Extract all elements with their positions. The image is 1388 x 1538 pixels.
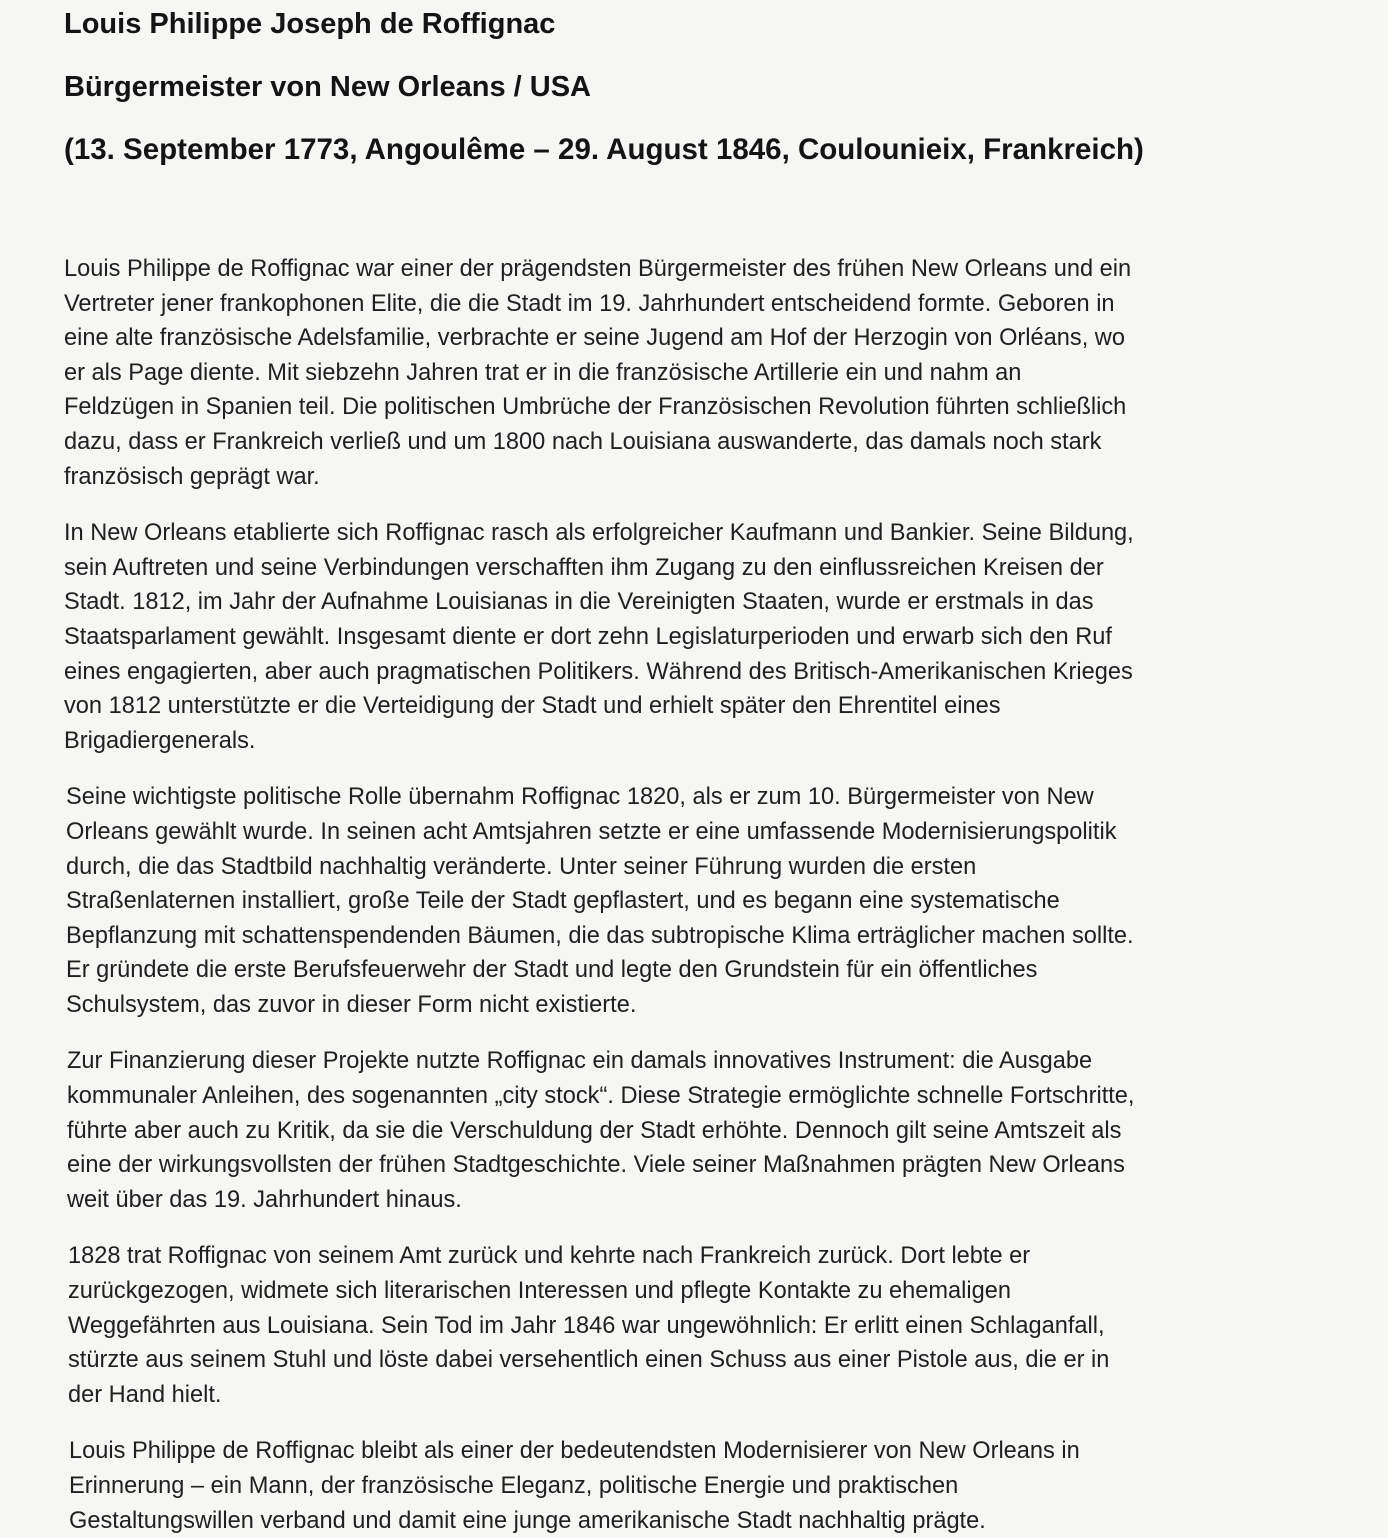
text-line: Straßenlaternen installiert, große Teile der Stadt gepflastert, und es begann eine systematische xyxy=(66,888,1060,915)
text-line: Zur Finanzierung dieser Projekte nutzte Roffignac ein damals innovatives Instrument: die Ausgabe xyxy=(67,1048,1093,1075)
text-line: der Hand hielt. xyxy=(68,1381,222,1408)
paragraph-return-and-death xyxy=(64,1239,1354,1412)
text-line: zurückgezogen, widmete sich literarischen Interessen und pflegte Kontakte zu ehemaligen xyxy=(68,1278,1011,1305)
text-line: durch, die das Stadtbild nachhaltig veränderte. Unter seiner Führung wurden die ersten xyxy=(66,853,977,880)
text-line: von 1812 unterstützte er die Verteidigung der Stadt und erhielt später den Ehrentitel eines xyxy=(64,693,1001,720)
text-line: dazu, dass er Frankreich verließ und um 1800 nach Louisiana auswanderte, das damals noch stark xyxy=(64,428,1102,455)
document-body xyxy=(64,252,1354,1538)
person-name-heading: Louis Philippe Joseph de Roffignac xyxy=(64,8,556,40)
text-line: er als Page diente. Mit siebzehn Jahren trat er in die französische Artillerie ein und nahm an xyxy=(64,359,1022,386)
paragraph-emigration xyxy=(64,252,1354,494)
text-line: eine alte französische Adelsfamilie, verbrachte er seine Jugend am Hof der Herzogin von Orléans, wo xyxy=(64,325,1125,352)
text-line: Gestaltungswillen verband und damit eine junge amerikanische Stadt nachhaltig prägte. xyxy=(69,1507,986,1534)
text-line: Louis Philippe de Roffignac bleibt als einer der bedeutendsten Modernisierer von New Orleans in xyxy=(69,1438,1080,1465)
text-line: 1828 trat Roffignac von seinem Amt zurück und kehrte nach Frankreich zurück. Dort lebte er xyxy=(68,1243,1031,1270)
text-line: Weggefährten aus Louisiana. Sein Tod im Jahr 1846 war ungewöhnlich: Er erlitt einen Schlaganfall, xyxy=(68,1312,1105,1339)
text-line: Brigadiergenerals. xyxy=(64,727,256,754)
text-line: Seine wichtigste politische Rolle übernahm Roffignac 1820, als er zum 10. Bürgermeister von New xyxy=(66,784,1094,811)
text-line: eines engagierten, aber auch pragmatischen Politikers. Während des Britisch-Amerikanischen Krieges xyxy=(64,658,1133,685)
text-line: sein Auftreten und seine Verbindungen verschafften ihm Zugang zu den einflussreichen Kreisen der xyxy=(64,554,1104,581)
text-line: führte aber auch zu Kritik, da sie die Verschuldung der Stadt erhöhte. Dennoch gilt seine Amtszeit als xyxy=(67,1117,1122,1144)
paragraph-legacy xyxy=(64,1434,1354,1538)
text-line: Feldzügen in Spanien teil. Die politischen Umbrüche der Französischen Revolution führten schließlich xyxy=(64,394,1127,421)
text-line: kommunaler Anleihen, des sogenannten „city stock“. Diese Strategie ermöglichte schnelle Fortschritte, xyxy=(67,1083,1135,1110)
paragraph-mayor xyxy=(64,780,1354,1022)
text-line: Staatsparlament gewählt. Insgesamt diente er dort zehn Legislaturperioden und erwarb sich den Ruf xyxy=(64,623,1112,650)
text-line: Orleans gewählt wurde. In seinen acht Amtsjahren setzte er eine umfassende Modernisierungspolitik xyxy=(66,818,1117,845)
text-line: In New Orleans etablierte sich Roffignac rasch als erfolgreicher Kaufmann und Bankier. Seine Bildung, xyxy=(64,520,1134,547)
dates-heading: (13. September 1773, Angoulême – 29. August 1846, Coulounieix, Frankreich) xyxy=(64,133,1144,166)
role-heading: Bürgermeister von New Orleans / USA xyxy=(64,71,591,103)
paragraph-career xyxy=(64,516,1354,758)
text-line: Schulsystem, das zuvor in dieser Form nicht existierte. xyxy=(66,991,637,1018)
text-line: Bepflanzung mit schattenspendenden Bäumen, die das subtropische Klima erträglicher machen sollte. xyxy=(66,922,1134,949)
text-line: Louis Philippe de Roffignac war einer der prägendsten Bürgermeister des frühen New Orleans und ein xyxy=(64,256,1132,282)
text-line: stürzte aus seinem Stuhl und löste dabei versehentlich einen Schuss aus einer Pistole aus, die er in xyxy=(68,1347,1110,1374)
text-line: Stadt. 1812, im Jahr der Aufnahme Louisianas in die Vereinigten Staaten, wurde er erstmals in das xyxy=(64,589,1094,616)
text-line: französisch geprägt war. xyxy=(64,463,320,490)
text-line: weit über das 19. Jahrhundert hinaus. xyxy=(67,1186,462,1213)
text-line: eine der wirkungsvollsten der frühen Stadtgeschichte. Viele seiner Maßnahmen prägten New Orleans xyxy=(67,1152,1125,1179)
paragraph-financing xyxy=(64,1044,1354,1217)
text-line: Erinnerung – ein Mann, der französische Eleganz, politische Energie und praktischen xyxy=(69,1473,959,1499)
text-line: Vertreter jener frankophonen Elite, die die Stadt im 19. Jahrhundert entscheidend formte. Geboren in xyxy=(64,290,1115,317)
text-line: Er gründete die erste Berufsfeuerwehr der Stadt und legte den Grundstein für ein öffentliches xyxy=(66,957,1038,984)
